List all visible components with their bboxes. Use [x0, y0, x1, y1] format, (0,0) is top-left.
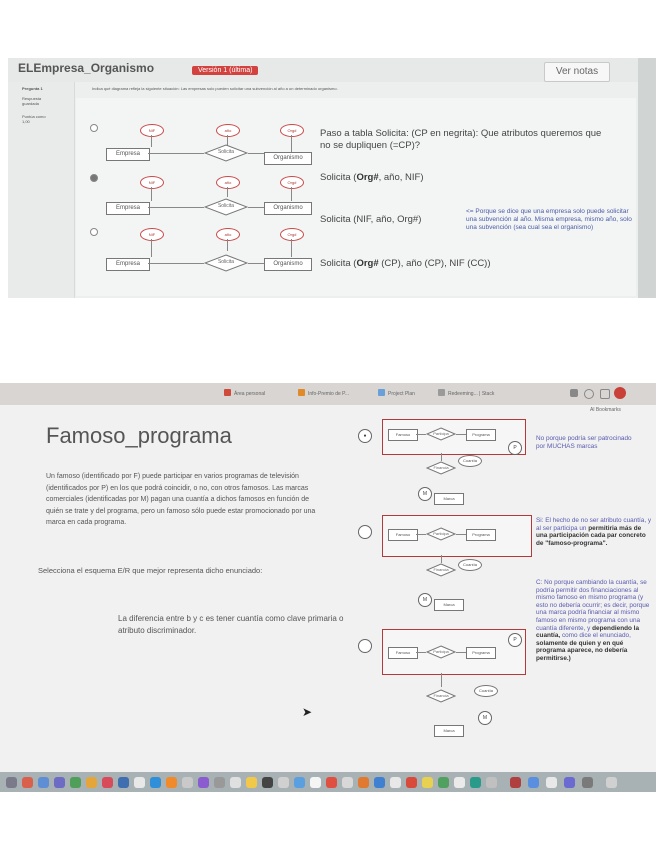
app-icon[interactable]	[406, 777, 417, 788]
entity-programa: Programa	[466, 529, 496, 541]
key-p: P	[508, 633, 522, 647]
app-icon[interactable]	[22, 777, 33, 788]
relation-financia: Financia	[426, 689, 456, 703]
entity-organismo: Organismo	[264, 202, 312, 215]
option-c-radio[interactable]	[90, 228, 98, 236]
ver-notas-button[interactable]: Ver notas	[544, 62, 610, 82]
attr-nif: NIF	[140, 228, 164, 241]
option-b-radio[interactable]	[90, 174, 98, 182]
window-icon[interactable]	[570, 389, 578, 397]
connector	[151, 187, 152, 201]
photo-quiz-famoso-programa	[0, 383, 656, 783]
annotation-note: <= Porque se dice que una empresa solo puede solicitar una subvención al año. Misma empresa, mismo año, solo una subvención (sea cual sea el organismo)	[466, 208, 632, 231]
attr-cuantia: Cuantía	[458, 559, 482, 571]
entity-marca: Marca	[434, 725, 464, 737]
connector	[456, 652, 466, 653]
close-icon[interactable]	[614, 387, 626, 399]
bookmark-icon	[298, 389, 305, 396]
app-icon[interactable]	[546, 777, 557, 788]
connector	[151, 135, 152, 147]
question-instruction: Indica qué diagrama refleja la siguiente situación: Las empresas solo pueden solicitar una subvención al año a un determinado organismo.	[92, 86, 338, 91]
app-icon[interactable]	[150, 777, 161, 788]
handwritten-note: La diferencia entre b y c es tener cuantía como clave primaria o atributo discriminador.	[118, 614, 344, 635]
connector	[148, 153, 204, 154]
connector	[291, 239, 292, 257]
app-icon[interactable]	[310, 777, 321, 788]
bookmark-icon	[438, 389, 445, 396]
relation-solicita: Solicita	[204, 254, 248, 272]
question-status: Respuesta guardada	[22, 96, 42, 106]
connector	[151, 239, 152, 257]
connector	[456, 534, 466, 535]
connector	[248, 263, 264, 264]
connector	[441, 453, 442, 461]
question-prompt: Selecciona el esquema E/R que mejor representa dicho enunciado:	[38, 566, 263, 575]
entity-famoso: Famoso	[388, 429, 418, 441]
title-text: Empresa_Organismo	[33, 61, 155, 75]
key-m: M	[418, 593, 432, 607]
relation-solicita: Solicita	[204, 144, 248, 162]
connector	[227, 239, 228, 251]
connector	[148, 207, 204, 208]
app-icon[interactable]	[70, 777, 81, 788]
question-info-sidebar	[8, 82, 75, 298]
diagram-c	[104, 226, 314, 274]
option-b-text: Solicita (NIF, año, Org#)	[320, 214, 422, 225]
app-icon[interactable]	[54, 777, 65, 788]
app-icon[interactable]	[528, 777, 539, 788]
connector	[148, 263, 204, 264]
attr-org: Org#	[280, 176, 304, 189]
option-b-radio[interactable]	[358, 525, 372, 539]
connector	[227, 187, 228, 197]
app-icon[interactable]	[438, 777, 449, 788]
option-c-radio[interactable]	[358, 639, 372, 653]
answer-a-note: No porque podría ser patrocinado por MUCHAS marcas	[536, 435, 632, 450]
app-icon[interactable]	[86, 777, 97, 788]
question-number: Pregunta 1	[22, 86, 43, 91]
relation-financia: Financia	[426, 461, 456, 475]
option-a-text: Solicita (Org#, año, NIF)	[320, 172, 424, 183]
app-icon[interactable]	[390, 777, 401, 788]
entity-programa: Programa	[466, 429, 496, 441]
connector	[441, 673, 442, 687]
app-icon[interactable]	[510, 777, 521, 788]
er-diagram-a	[358, 419, 528, 509]
app-icon[interactable]	[486, 777, 497, 788]
bookmark-icon	[378, 389, 385, 396]
app-icon[interactable]	[230, 777, 241, 788]
question-title: Famoso_programa	[46, 423, 232, 448]
app-icon[interactable]	[374, 777, 385, 788]
relation-participa: Participa	[426, 527, 456, 541]
mac-dock	[0, 772, 656, 792]
entity-empresa: Empresa	[106, 202, 150, 215]
app-icon[interactable]	[182, 777, 193, 788]
attr-nif: NIF	[140, 176, 164, 189]
answer-b-note: Si: El hecho de no ser atributo cuantía, y al ser participa un permitiria más de una participación cada par concreto de "famoso-programa".	[536, 517, 652, 547]
app-icon[interactable]	[582, 777, 593, 788]
diagram-a	[104, 122, 314, 170]
relation-financia: Financia	[426, 563, 456, 577]
app-icon[interactable]	[38, 777, 49, 788]
window-controls	[570, 387, 650, 399]
attr-ano: año	[216, 228, 240, 241]
diagram-b	[104, 174, 314, 222]
app-icon[interactable]	[198, 777, 209, 788]
bookmark-icon	[224, 389, 231, 396]
window-edge	[638, 58, 656, 298]
entity-empresa: Empresa	[106, 258, 150, 271]
app-icon[interactable]	[246, 777, 257, 788]
bookmark-all[interactable]: Al Bookmarks	[590, 407, 621, 413]
entity-empresa: Empresa	[106, 148, 150, 161]
connector	[441, 555, 442, 563]
app-icon[interactable]	[564, 777, 575, 788]
er-diagram-b	[358, 515, 528, 615]
app-icon[interactable]	[278, 777, 289, 788]
app-icon[interactable]	[294, 777, 305, 788]
attr-ano: año	[216, 124, 240, 137]
app-icon[interactable]	[134, 777, 145, 788]
bookmark-project-plan[interactable]: Project Plan	[388, 391, 415, 397]
trash-icon[interactable]	[606, 777, 617, 788]
connector	[291, 135, 292, 153]
relation-participa: Participa	[426, 427, 456, 441]
question-statement: Un famoso (identificado por F) puede participar en varios programas de televisión (identificados por P) en los que podrá coincidir, o no, con otros famosos. Las marcas comerciales (identificadas por M) pagan una cuantía a dichos famosos en función de quién se trate y del programa, pero un famoso sólo puede estar promocionado por una marca en cada programa.	[46, 473, 316, 527]
attr-cuantia: Cuantía	[458, 455, 482, 467]
key-m: M	[418, 487, 432, 501]
app-icon[interactable]	[214, 777, 225, 788]
bookmarks-bar	[0, 383, 656, 413]
bookmark-redeeming[interactable]: Redeeming... | Stack	[448, 391, 495, 397]
app-icon[interactable]	[118, 777, 129, 788]
window-icon[interactable]	[600, 389, 610, 399]
app-icon[interactable]	[342, 777, 353, 788]
entity-marca: Marca	[434, 493, 464, 505]
option-a-radio[interactable]: ●	[358, 429, 372, 443]
entity-marca: Marca	[434, 599, 464, 611]
attr-ano: año	[216, 176, 240, 189]
key-m: M	[478, 711, 492, 725]
entity-programa: Programa	[466, 647, 496, 659]
app-icon[interactable]	[358, 777, 369, 788]
relation-solicita: Solicita	[204, 198, 248, 216]
relation-participa: Participa	[426, 645, 456, 659]
quiz-title	[18, 61, 154, 75]
entity-organismo: Organismo	[264, 152, 312, 165]
er-diagram-c	[358, 629, 528, 741]
connector	[456, 434, 466, 435]
connector	[291, 187, 292, 201]
app-icon[interactable]	[422, 777, 433, 788]
title-prefix: EL	[18, 61, 34, 75]
version-badge: Versión 1 (última)	[192, 66, 258, 75]
app-icon[interactable]	[102, 777, 113, 788]
app-icon[interactable]	[470, 777, 481, 788]
attr-cuantia: Cuantía	[474, 685, 498, 697]
app-icon[interactable]	[454, 777, 465, 788]
option-c-text: Solicita (Org# (CP), año (CP), NIF (CC))	[320, 258, 491, 269]
connector	[248, 153, 264, 154]
bookmark-area-personal[interactable]: Área personal	[234, 391, 266, 397]
photo-quiz-empresa-organismo	[8, 58, 656, 298]
bookmark-info[interactable]: Info-Premio de P...	[308, 391, 350, 397]
entity-organismo: Organismo	[264, 258, 312, 271]
entity-famoso: Famoso	[388, 647, 418, 659]
connector	[416, 534, 426, 535]
question-points: Puntúa como 1,00	[22, 114, 46, 124]
tabla-question: Paso a tabla Solicita: (CP en negrita): Que atributos queremos que no se dupliquen (=CP)?	[320, 128, 602, 151]
answer-c-note: C: No porque cambiando la cuantía, se podría permitir dos financiaciones al mismo famoso en mismo programa (y esto no debería ocurrir; es decir, porque una marca podría financiar al mismo famoso en mismo programa con una cuantía diferente, y dependiendo la cuantía, como dice el enunciado, solamente de quien y en qué programa aparece, no debería permitirse.)	[536, 579, 650, 662]
mouse-cursor-icon: ➤	[302, 705, 313, 719]
connector	[416, 434, 426, 435]
key-p: P	[508, 441, 522, 455]
attr-nif: NIF	[140, 124, 164, 137]
attr-org: Org#	[280, 124, 304, 137]
option-a-radio[interactable]	[90, 124, 98, 132]
app-icon[interactable]	[262, 777, 273, 788]
window-icon[interactable]	[584, 389, 594, 399]
connector	[248, 207, 264, 208]
entity-famoso: Famoso	[388, 529, 418, 541]
app-icon[interactable]	[166, 777, 177, 788]
app-icon[interactable]	[6, 777, 17, 788]
attr-org: Org#	[280, 228, 304, 241]
connector	[416, 652, 426, 653]
app-icon[interactable]	[326, 777, 337, 788]
